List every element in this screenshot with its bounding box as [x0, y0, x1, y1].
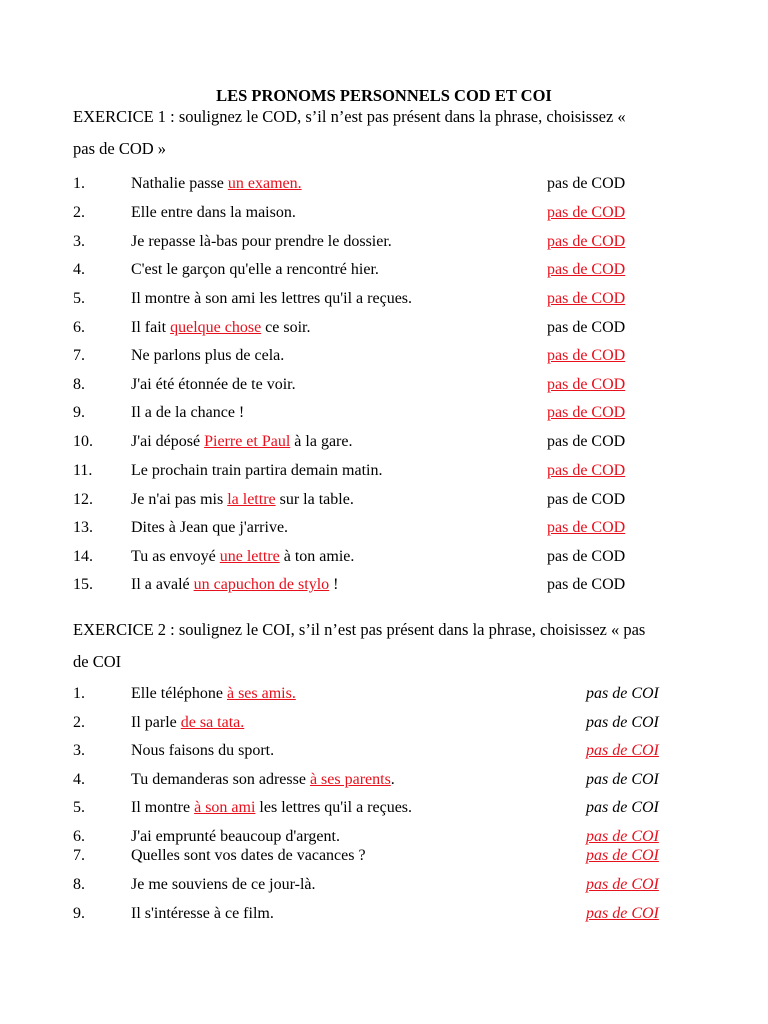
answer-option[interactable]: pas de COD: [547, 347, 626, 364]
exercise1-row: [73, 489, 713, 511]
sentence-text: Je repasse là-bas pour prendre le dossier.: [131, 233, 392, 250]
answer-option[interactable]: pas de COI: [586, 714, 659, 731]
item-number: 1.: [73, 175, 85, 192]
sentence: [131, 489, 354, 511]
item-number: 7.: [73, 347, 85, 364]
item-number: 10.: [73, 433, 93, 450]
sentence: [131, 460, 382, 482]
item-number: 6.: [73, 319, 85, 336]
exercise1-row: [73, 317, 713, 339]
exercise2-row: [73, 769, 713, 791]
exercise1-row: [73, 345, 713, 367]
answer-option[interactable]: pas de COI: [586, 685, 659, 702]
answer-option[interactable]: pas de COD: [547, 404, 626, 421]
exercise1-row: [73, 202, 713, 224]
underlined-answer[interactable]: un examen.: [227, 175, 302, 192]
sentence-text: les lettres qu'il a reçues.: [255, 799, 413, 816]
answer-option[interactable]: pas de COD: [547, 175, 626, 192]
sentence: [131, 202, 296, 224]
exercise1-row: [73, 460, 713, 482]
exercise1-instruction-line1: EXERCICE 1 : soulignez le COD, s’il n’est pas présent dans la phrase, choisissez «: [73, 107, 626, 126]
item-number: 12.: [73, 491, 93, 508]
answer-option[interactable]: pas de COI: [586, 847, 659, 864]
exercise2-row: [73, 683, 713, 705]
exercise1-row: [73, 546, 713, 568]
item-number: 13.: [73, 519, 93, 536]
exercise2-row: [73, 903, 713, 925]
sentence-text: Nathalie passe: [131, 175, 228, 192]
answer-option[interactable]: pas de COD: [547, 376, 626, 393]
item-number: 5.: [73, 290, 85, 307]
sentence: [131, 797, 412, 819]
sentence: [131, 402, 244, 424]
item-number: 8.: [73, 376, 85, 393]
sentence-text: J'ai été étonnée de te voir.: [131, 376, 296, 393]
exercise1-instruction-line2: pas de COD »: [73, 139, 167, 158]
sentence-text: C'est le garçon qu'elle a rencontré hier.: [131, 261, 379, 278]
underlined-answer[interactable]: la lettre: [227, 491, 276, 508]
sentence: [131, 683, 296, 705]
sentence-text: Il a de la chance !: [131, 404, 245, 421]
sentence: [131, 517, 288, 539]
sentence-text: Tu demanderas son adresse: [131, 771, 310, 788]
answer-option[interactable]: pas de COI: [586, 905, 659, 922]
answer-option[interactable]: pas de COD: [547, 319, 626, 336]
answer-option[interactable]: pas de COI: [586, 771, 659, 788]
sentence-text: .: [390, 771, 395, 788]
sentence: [131, 769, 395, 791]
sentence: [131, 546, 354, 568]
sentence-text: Elle téléphone: [131, 685, 227, 702]
sentence-text: Elle entre dans la maison.: [131, 204, 296, 221]
answer-option[interactable]: pas de COD: [547, 233, 626, 250]
sentence-text: Tu as envoyé: [131, 548, 220, 565]
sentence: [131, 231, 392, 253]
underlined-answer[interactable]: quelque chose: [170, 319, 262, 336]
sentence-text: Il montre: [131, 799, 195, 816]
item-number: 2.: [73, 204, 85, 221]
sentence: [131, 345, 284, 367]
exercise1-row: [73, 231, 713, 253]
sentence-text: Il fait: [131, 319, 171, 336]
answer-option[interactable]: pas de COD: [547, 491, 626, 508]
sentence: [131, 288, 412, 310]
sentence: [131, 740, 274, 762]
item-number: 15.: [73, 576, 93, 593]
underlined-answer[interactable]: Pierre et Paul: [204, 433, 291, 450]
sentence-text: Dites à Jean que j'arrive.: [131, 519, 289, 536]
exercise2-row: [73, 797, 713, 819]
exercise2-instruction-line1: EXERCICE 2 : soulignez le COI, s’il n’est pas présent dans la phrase, choisissez « pas: [73, 620, 646, 639]
sentence-text: à la gare.: [290, 433, 353, 450]
sentence: [131, 173, 302, 195]
sentence-text: Il a avalé: [131, 576, 194, 593]
answer-option[interactable]: pas de COI: [586, 742, 659, 759]
underlined-answer[interactable]: à son ami: [194, 799, 256, 816]
underlined-answer[interactable]: à ses parents: [309, 771, 391, 788]
sentence: [131, 712, 244, 734]
answer-option[interactable]: pas de COI: [586, 799, 659, 816]
sentence-text: J'ai emprunté beaucoup d'argent.: [131, 828, 340, 845]
exercise1-row: [73, 173, 713, 195]
underlined-answer[interactable]: un capuchon de stylo: [193, 576, 330, 593]
page-title: LES PRONOMS PERSONNELS COD ET COI: [216, 86, 552, 105]
sentence: [131, 317, 311, 339]
item-number: 9.: [73, 905, 85, 922]
exercise1-row: [73, 288, 713, 310]
exercise2-row: [73, 845, 713, 867]
item-number: 3.: [73, 742, 85, 759]
sentence-text: Le prochain train partira demain matin.: [131, 462, 383, 479]
answer-option[interactable]: pas de COD: [547, 261, 626, 278]
exercise2-row: [73, 874, 713, 896]
answer-option[interactable]: pas de COD: [547, 462, 626, 479]
item-number: 8.: [73, 876, 85, 893]
answer-option[interactable]: pas de COD: [547, 290, 626, 307]
sentence-text: !: [329, 576, 339, 593]
sentence: [131, 845, 366, 867]
answer-option[interactable]: pas de COD: [547, 433, 626, 450]
answer-option[interactable]: pas de COD: [547, 204, 626, 221]
exercise1-row: [73, 259, 713, 281]
item-number: 11.: [73, 462, 93, 479]
exercise1-row: [73, 517, 713, 539]
underlined-answer[interactable]: à ses amis.: [226, 685, 296, 702]
sentence-text: Il s'intéresse à ce film.: [131, 905, 274, 922]
sentence-text: Il montre à son ami les lettres qu'il a reçues.: [131, 290, 413, 307]
exercise1-row: [73, 431, 713, 453]
sentence-text: à ton amie.: [279, 548, 355, 565]
item-number: 9.: [73, 404, 85, 421]
sentence-text: sur la table.: [275, 491, 354, 508]
item-number: 1.: [73, 685, 85, 702]
item-number: 6.: [73, 828, 85, 845]
item-number: 4.: [73, 261, 85, 278]
exercise1-instruction: [73, 101, 713, 165]
answer-option[interactable]: pas de COD: [547, 519, 626, 536]
sentence: [131, 259, 379, 281]
answer-option[interactable]: pas de COI: [586, 876, 659, 893]
exercise1-row: [73, 374, 713, 396]
sentence: [131, 374, 296, 396]
exercise2-row: [73, 740, 713, 762]
sentence-text: J'ai déposé: [131, 433, 205, 450]
item-number: 5.: [73, 799, 85, 816]
answer-option[interactable]: pas de COD: [547, 548, 626, 565]
exercise2-row: [73, 712, 713, 734]
answer-option[interactable]: pas de COD: [547, 576, 626, 593]
exercise2-instruction: [73, 614, 713, 678]
sentence-text: Quelles sont vos dates de vacances ?: [131, 847, 366, 864]
sentence-text: Nous faisons du sport.: [131, 742, 275, 759]
sentence: [131, 874, 316, 896]
sentence-text: Je me souviens de ce jour-là.: [131, 876, 316, 893]
item-number: 2.: [73, 714, 85, 731]
sentence-text: Je n'ai pas mis: [131, 491, 228, 508]
exercise1-row: [73, 574, 713, 596]
answer-option[interactable]: pas de COI: [586, 828, 659, 845]
exercise1-row: [73, 402, 713, 424]
underlined-answer[interactable]: de sa tata.: [180, 714, 245, 731]
item-number: 7.: [73, 847, 85, 864]
sentence-text: ce soir.: [261, 319, 311, 336]
sentence: [131, 431, 352, 453]
sentence: [131, 903, 274, 925]
sentence-text: Il parle: [131, 714, 181, 731]
item-number: 4.: [73, 771, 85, 788]
underlined-answer[interactable]: une lettre: [219, 548, 280, 565]
exercise2-instruction-line2: de COI: [73, 652, 122, 671]
sentence: [131, 574, 338, 596]
item-number: 14.: [73, 548, 93, 565]
sentence-text: Ne parlons plus de cela.: [131, 347, 285, 364]
item-number: 3.: [73, 233, 85, 250]
